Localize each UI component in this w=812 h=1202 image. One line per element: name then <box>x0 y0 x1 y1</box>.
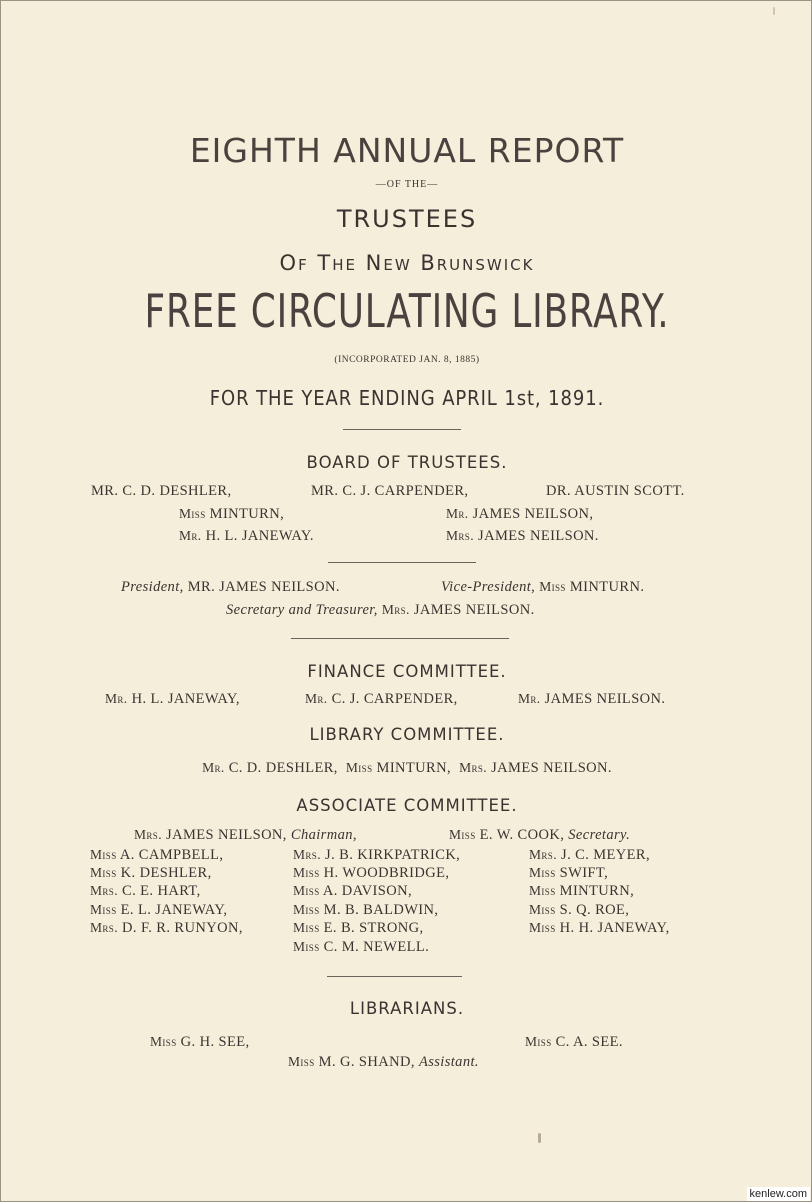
librarian: Miss G. H. SEE, <box>150 1034 250 1050</box>
associate-member: Mrs. J. C. MEYER, <box>529 847 651 863</box>
board-member: MR. C. D. DESHLER, <box>91 483 232 499</box>
finance-heading: FINANCE COMMITTEE. <box>307 662 507 681</box>
associate-member: Miss K. DESHLER, <box>90 865 212 881</box>
report-title: EIGHTH ANNUAL REPORT <box>189 131 625 170</box>
associate-member: Miss S. Q. ROE, <box>529 902 630 918</box>
librarian: Miss C. A. SEE. <box>525 1034 623 1050</box>
library-committee-members: Mr. C. D. DESHLER, Miss MINTURN, Mrs. JAMES NEILSON. <box>202 760 612 776</box>
watermark: kenlew.com <box>747 1187 810 1201</box>
associate-member: Mrs. J. B. KIRKPATRICK, <box>293 847 461 863</box>
associate-member: Mrs. C. E. HART, <box>90 883 201 899</box>
divider <box>343 429 461 430</box>
board-heading: BOARD OF TRUSTEES. <box>306 453 508 472</box>
finance-member: Mr. C. J. CARPENDER, <box>305 691 458 707</box>
board-member: Mr. JAMES NEILSON, <box>446 506 594 522</box>
paper-speck <box>773 7 775 15</box>
associate-member: Miss E. B. STRONG, <box>293 920 424 936</box>
associate-chairman: Mrs. JAMES NEILSON, Chairman, <box>134 827 357 843</box>
associate-heading: ASSOCIATE COMMITTEE. <box>296 796 518 815</box>
assistant-librarian: Miss M. G. SHAND, Assistant. <box>288 1054 479 1070</box>
divider <box>291 638 509 639</box>
associate-member: Miss SWIFT, <box>529 865 609 881</box>
secretary-line: Secretary and Treasurer, Mrs. JAMES NEILSON. <box>226 602 535 618</box>
library-committee-heading: LIBRARY COMMITTEE. <box>309 725 505 744</box>
library-name: FREE CIRCULATING LIBRARY. <box>144 284 670 338</box>
associate-member: Miss C. M. NEWELL. <box>293 939 430 955</box>
associate-member: Mrs. D. F. R. RUNYON, <box>90 920 243 936</box>
associate-member: Miss A. CAMPBELL, <box>90 847 224 863</box>
year-ending-line: FOR THE YEAR ENDING APRIL 1st, 1891. <box>209 386 605 410</box>
associate-member: Miss E. L. JANEWAY, <box>90 902 228 918</box>
associate-member: Miss H. WOODBRIDGE, <box>293 865 450 881</box>
associate-member: Miss M. B. BALDWIN, <box>293 902 439 918</box>
divider <box>327 976 462 977</box>
associate-member: Miss MINTURN, <box>529 883 635 899</box>
trustees-heading: TRUSTEES <box>336 205 478 233</box>
paper-speck <box>538 1133 541 1143</box>
finance-member: Mr. H. L. JANEWAY, <box>105 691 240 707</box>
board-member: Mrs. JAMES NEILSON. <box>446 528 599 544</box>
associate-member: Miss A. DAVISON, <box>293 883 412 899</box>
associate-secretary: Miss E. W. COOK, Secretary. <box>449 827 631 843</box>
board-member: DR. AUSTIN SCOTT. <box>546 483 685 499</box>
associate-member: Miss H. H. JANEWAY, <box>529 920 670 936</box>
of-the-line: —OF THE— <box>375 179 439 190</box>
incorporated-date: (INCORPORATED JAN. 8, 1885) <box>334 355 480 365</box>
vice-president-line: Vice-President, Miss MINTURN. <box>441 579 645 595</box>
librarians-heading: LIBRARIANS. <box>349 999 465 1018</box>
finance-member: Mr. JAMES NEILSON. <box>518 691 666 707</box>
divider <box>328 562 476 563</box>
president-line: President, MR. JAMES NEILSON. <box>121 579 340 595</box>
new-brunswick-line: Of The New Brunswick <box>279 251 535 275</box>
board-member: Miss MINTURN, <box>179 506 285 522</box>
board-member: Mr. H. L. JANEWAY. <box>179 528 314 544</box>
board-member: MR. C. J. CARPENDER, <box>311 483 469 499</box>
